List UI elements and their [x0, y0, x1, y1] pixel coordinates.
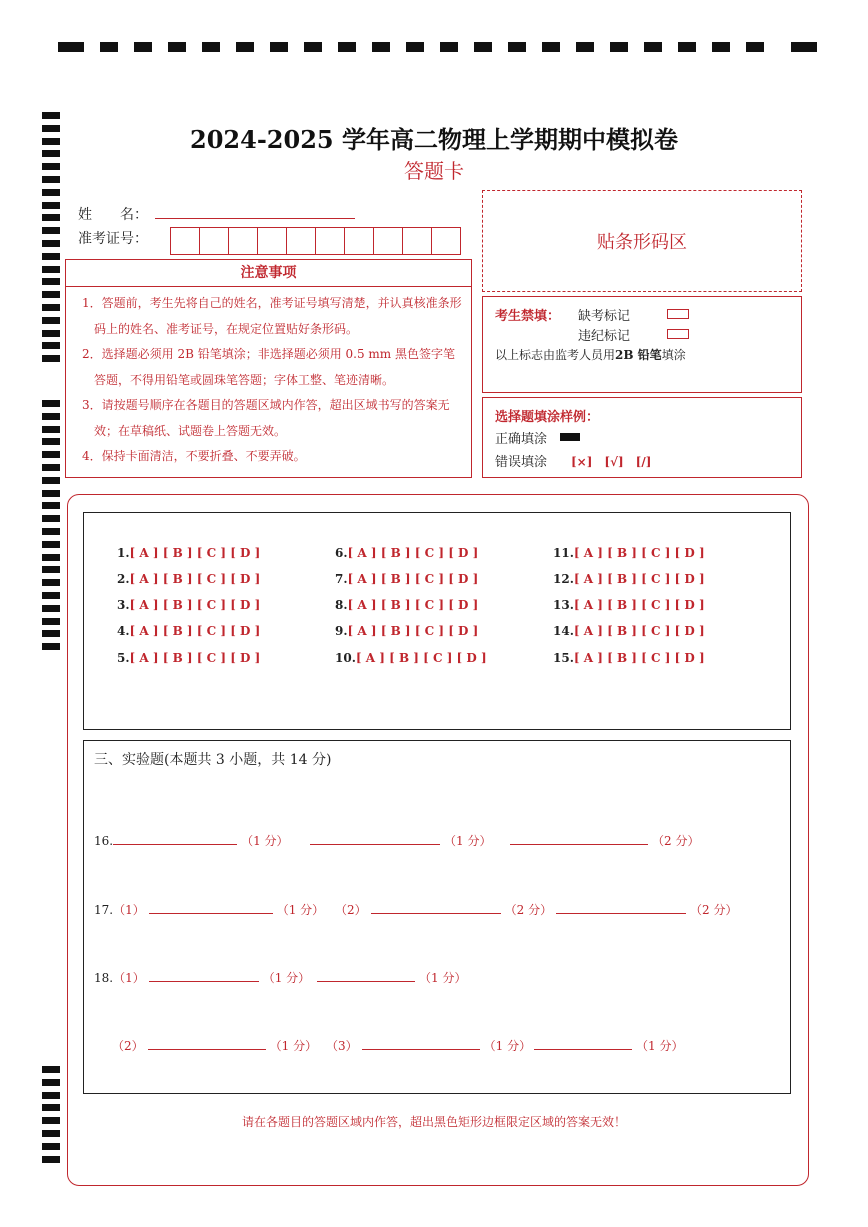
q16-row: [94, 832, 289, 849]
q18-blank-5[interactable]: [534, 1049, 632, 1050]
choice-question-3[interactable]: [117, 598, 260, 612]
choice-options[interactable]: [ A ] [ B ] [ C ] [ D ]: [573, 598, 705, 612]
q16-blank-2[interactable]: [310, 844, 440, 845]
timing-mark: [42, 502, 60, 509]
q17-part-2: （2）: [335, 903, 367, 917]
fill-sample-panel: [482, 397, 802, 478]
choice-options[interactable]: [ A ] [ B ] [ C ] [ D ]: [347, 598, 479, 612]
id-digit-box[interactable]: [315, 227, 345, 255]
choice-options[interactable]: [ A ] [ B ] [ C ] [ D ]: [347, 546, 479, 560]
q16-row-3: [510, 832, 699, 849]
q18-number: 18.: [94, 971, 114, 985]
id-digit-box[interactable]: [170, 227, 200, 255]
q18-score-5: （1 分）: [636, 1039, 684, 1053]
q18-blank-2[interactable]: [317, 981, 415, 982]
q17-row-3: [556, 901, 737, 918]
choice-question-9[interactable]: [335, 624, 478, 638]
choice-number: 9.: [335, 624, 348, 638]
choice-question-2[interactable]: [117, 572, 260, 586]
q18-score-1: （1 分）: [262, 971, 311, 985]
choice-options[interactable]: [ A ] [ B ] [ C ] [ D ]: [573, 624, 705, 638]
q16-score-2: （1 分）: [444, 834, 492, 848]
q17-number: 17.: [94, 903, 114, 917]
timing-mark: [134, 42, 152, 52]
timing-mark: [42, 464, 60, 471]
notice-item: 3．请按题号顺序在各题目的答题区域内作答，超出区域书写的答案无效；在草稿纸、试题卷上答题无效。: [82, 398, 450, 438]
q18-score-4: （1 分）: [483, 1039, 532, 1053]
timing-mark: [42, 438, 60, 445]
choice-number: 14.: [553, 624, 574, 638]
q18-part-1: （1）: [113, 971, 145, 985]
barcode-area: [482, 190, 802, 292]
timing-mark: [42, 426, 60, 433]
timing-mark: [508, 42, 526, 52]
multiple-choice-section: [83, 512, 791, 730]
timing-mark: [42, 643, 60, 650]
q18-part-3: （3）: [326, 1039, 358, 1053]
forbidden-panel: [482, 296, 802, 393]
fill-sample-label: 选择题填涂样例：: [495, 410, 600, 425]
forbidden-note-prefix: 以上标志由监考人员用: [495, 348, 616, 362]
timing-mark: [42, 528, 60, 535]
timing-mark: [42, 189, 60, 196]
page-title: 2024-2025 学年高二物理上学期期中模拟卷: [190, 125, 678, 154]
choice-options[interactable]: [ A ] [ B ] [ C ] [ D ]: [347, 572, 479, 586]
choice-question-10[interactable]: [335, 651, 487, 665]
name-label: 姓 名：: [78, 207, 148, 223]
timing-mark: [42, 330, 60, 337]
choice-options[interactable]: [ A ] [ B ] [ C ] [ D ]: [129, 624, 261, 638]
q18-part-2: （2）: [112, 1039, 144, 1053]
id-digit-box[interactable]: [402, 227, 432, 255]
notice-item: 1．答题前，考生先将自己的姓名，准考证号填写清楚，并认真核准条形码上的姓名、准考证号，在规定位置贴好条形码。: [82, 296, 462, 336]
choice-options[interactable]: [ A ] [ B ] [ C ] [ D ]: [129, 572, 261, 586]
correct-fill-label: 正确填涂: [495, 432, 548, 447]
timing-mark: [42, 554, 60, 561]
timing-mark: [304, 42, 322, 52]
timing-mark: [746, 42, 764, 52]
timing-mark: [42, 451, 60, 458]
timing-mark: [644, 42, 662, 52]
id-digit-box[interactable]: [199, 227, 229, 255]
timing-mark: [270, 42, 288, 52]
q18-row-4: [326, 1037, 531, 1054]
violation-label: 违纪标记: [578, 329, 631, 344]
timing-mark: [678, 42, 696, 52]
q18-score-3: （1 分）: [269, 1039, 318, 1053]
forbidden-label: 考生禁填：: [495, 309, 561, 324]
id-digit-box[interactable]: [286, 227, 316, 255]
choice-question-7[interactable]: [335, 572, 478, 586]
forbidden-note: [495, 346, 686, 363]
q18-row-5: [534, 1037, 683, 1054]
timing-mark: [42, 1104, 60, 1111]
q17-blank-3[interactable]: [556, 913, 686, 914]
timing-mark: [42, 112, 60, 119]
timing-mark: [42, 317, 60, 324]
timing-mark: [474, 42, 492, 52]
choice-question-14[interactable]: [553, 624, 705, 638]
q18-blank-3[interactable]: [148, 1049, 266, 1050]
timing-mark: [406, 42, 424, 52]
timing-mark: [338, 42, 356, 52]
timing-mark: [42, 253, 60, 260]
q17-score-2: （2 分）: [504, 903, 553, 917]
timing-mark: [42, 579, 60, 586]
choice-options[interactable]: [ A ] [ B ] [ C ] [ D ]: [129, 651, 261, 665]
notice-panel: [65, 259, 472, 478]
id-label: 准考证号：: [78, 231, 148, 247]
timing-mark: [42, 490, 60, 497]
timing-mark: [42, 278, 60, 285]
choice-number: 15.: [553, 651, 574, 665]
choice-number: 6.: [335, 546, 348, 560]
timing-mark: [576, 42, 594, 52]
timing-mark: [791, 42, 817, 52]
q16-score-1: （1 分）: [241, 834, 289, 848]
timing-mark: [372, 42, 390, 52]
notice-item: 4．保持卡面清洁，不要折叠、不要弄破。: [82, 449, 306, 463]
timing-mark: [42, 618, 60, 625]
q18-score-2: （1 分）: [419, 971, 467, 985]
timing-mark: [42, 1156, 60, 1163]
timing-mark: [42, 304, 60, 311]
choice-options[interactable]: [ A ] [ B ] [ C ] [ D ]: [573, 546, 705, 560]
choice-number: 7.: [335, 572, 348, 586]
violation-mark-box[interactable]: [667, 329, 689, 339]
id-digit-box[interactable]: [373, 227, 403, 255]
choice-number: 11.: [553, 546, 574, 560]
timing-mark: [168, 42, 186, 52]
timing-mark: [42, 605, 60, 612]
q18-row-2: [317, 969, 466, 986]
choice-question-13[interactable]: [553, 598, 705, 612]
timing-mark: [42, 240, 60, 247]
forbidden-note-bold: 2B 铅笔: [615, 348, 662, 362]
choice-options[interactable]: [ A ] [ B ] [ C ] [ D ]: [355, 651, 487, 665]
timing-mark: [42, 1130, 60, 1137]
choice-number: 12.: [553, 572, 574, 586]
timing-marks-top: [58, 42, 818, 54]
timing-mark: [42, 227, 60, 234]
q17-row: [94, 901, 324, 918]
q16-score-3: （2 分）: [652, 834, 700, 848]
timing-mark: [202, 42, 220, 52]
timing-mark: [542, 42, 560, 52]
timing-mark: [42, 1092, 60, 1099]
wrong-fill-label: 错误填涂: [495, 455, 548, 470]
choice-number: 3.: [117, 598, 130, 612]
id-digit-box[interactable]: [431, 227, 461, 255]
choice-options[interactable]: [ A ] [ B ] [ C ] [ D ]: [129, 598, 261, 612]
timing-mark: [42, 355, 60, 362]
choice-options[interactable]: [ A ] [ B ] [ C ] [ D ]: [347, 624, 479, 638]
choice-number: 8.: [335, 598, 348, 612]
timing-mark: [42, 630, 60, 637]
name-field[interactable]: [155, 218, 355, 219]
q17-part-1: （1）: [113, 903, 145, 917]
timing-mark: [42, 342, 60, 349]
choice-number: 5.: [117, 651, 130, 665]
timing-mark: [42, 291, 60, 298]
timing-mark: [42, 202, 60, 209]
id-digit-box[interactable]: [257, 227, 287, 255]
q17-blank-2[interactable]: [371, 913, 501, 914]
timing-mark: [42, 1079, 60, 1086]
q17-blank-1[interactable]: [149, 913, 273, 914]
choice-question-12[interactable]: [553, 572, 705, 586]
timing-mark: [42, 413, 60, 420]
timing-mark: [42, 515, 60, 522]
q16-number: 16.: [94, 834, 114, 848]
q16-blank-1[interactable]: [113, 844, 237, 845]
timing-marks-left: [0, 0, 70, 1227]
timing-mark: [42, 1143, 60, 1150]
timing-mark: [42, 1066, 60, 1073]
forbidden-note-suffix: 填涂: [661, 348, 686, 362]
id-digit-box[interactable]: [228, 227, 258, 255]
wrong-fill-marks: [×] [√] [/]: [571, 455, 652, 469]
timing-mark: [42, 400, 60, 407]
timing-mark: [42, 214, 60, 221]
timing-mark: [42, 266, 60, 273]
choice-question-11[interactable]: [553, 546, 705, 560]
footer-note: 请在各题目的答题区域内作答，超出黑色矩形边框限定区域的答案无效！: [241, 1115, 626, 1129]
q18-blank-4[interactable]: [362, 1049, 480, 1050]
timing-mark: [712, 42, 730, 52]
absent-label: 缺考标记: [578, 309, 631, 324]
choice-question-15[interactable]: [553, 651, 705, 665]
timing-mark: [100, 42, 118, 52]
experiment-heading: 三、实验题(本题共 3 小题，共 14 分): [94, 752, 332, 768]
q17-score-1: （1 分）: [276, 903, 325, 917]
correct-fill-mark: [560, 433, 580, 441]
notice-item: 2．选择题必须用 2B 铅笔填涂；非选择题必须用 0.5 mm 黑色签字笔答题，不得用铅笔或圆珠笔答题；字体工整、笔迹清晰。: [82, 347, 456, 387]
choice-question-5[interactable]: [117, 651, 260, 665]
notice-heading: 注意事项: [66, 260, 471, 287]
barcode-area-label: 贴条形码区: [597, 232, 687, 253]
id-number-boxes[interactable]: [170, 227, 460, 255]
choice-number: 2.: [117, 572, 130, 586]
timing-mark: [42, 541, 60, 548]
absent-mark-box[interactable]: [667, 309, 689, 319]
choice-options[interactable]: [ A ] [ B ] [ C ] [ D ]: [573, 572, 705, 586]
q16-row-2: [310, 832, 491, 849]
choice-question-6[interactable]: [335, 546, 478, 560]
q17-score-3: （2 分）: [690, 903, 738, 917]
q18-row-3: [112, 1037, 317, 1054]
choice-number: 4.: [117, 624, 130, 638]
timing-mark: [42, 566, 60, 573]
choice-number: 1.: [117, 546, 130, 560]
timing-mark: [42, 477, 60, 484]
timing-mark: [610, 42, 628, 52]
choice-number: 13.: [553, 598, 574, 612]
q16-blank-3[interactable]: [510, 844, 648, 845]
choice-question-1[interactable]: [117, 546, 260, 560]
choice-number: 10.: [335, 651, 356, 665]
q18-row: [94, 969, 310, 986]
q17-row-2: [335, 901, 552, 918]
id-digit-box[interactable]: [344, 227, 374, 255]
timing-mark: [42, 592, 60, 599]
choice-options[interactable]: [ A ] [ B ] [ C ] [ D ]: [129, 546, 261, 560]
timing-mark: [440, 42, 458, 52]
choice-question-4[interactable]: [117, 624, 260, 638]
timing-mark: [236, 42, 254, 52]
q18-blank-1[interactable]: [149, 981, 259, 982]
choice-question-8[interactable]: [335, 598, 478, 612]
choice-options[interactable]: [ A ] [ B ] [ C ] [ D ]: [573, 651, 705, 665]
page-subtitle: 答题卡: [404, 159, 464, 183]
